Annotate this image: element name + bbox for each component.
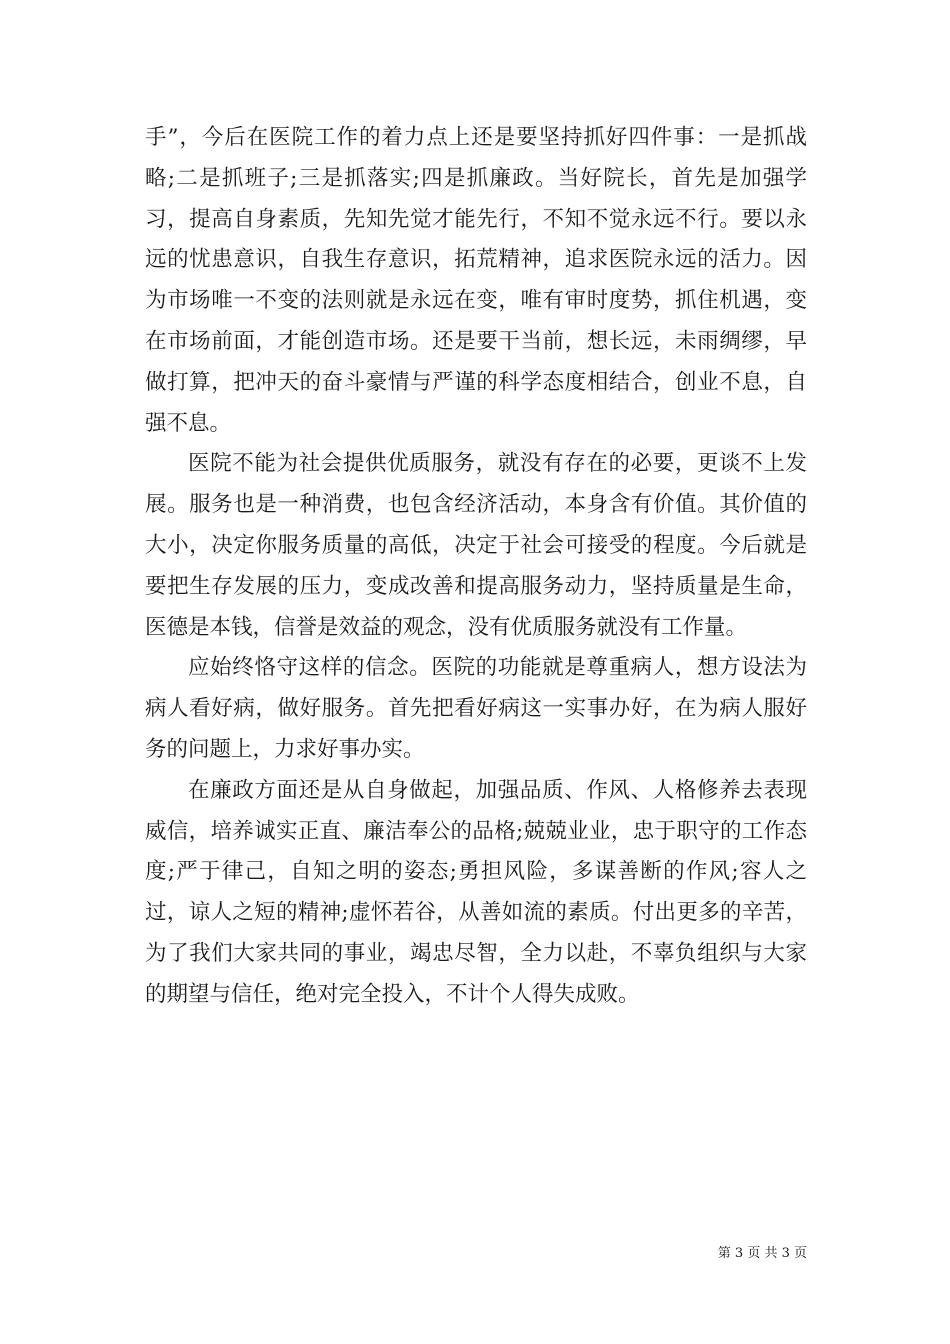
paragraph-continuation: 手”，今后在医院工作的着力点上还是要坚持抓好四件事：一是抓战略;二是抓班子;三是抓落实;四是抓廉政。当好院长，首先是加强学习，提高自身素质，先知先觉才能先行，不知不觉永远不行。要以永远的忧患意识，自我生存意识，拓荒精神，追求医院永远的活力。因为市场唯一不变的法则就是永远在变，唯有审时度势，抓住机遇，变在市场前面，才能创造市场。还是要干当前，想长远，未雨绸缪，早做打算，把冲天的奋斗豪情与严谨的科学态度相结合，创业不息，自强不息。 [145, 125, 807, 436]
page-number-footer: 第 3 页 共 3 页 [717, 1246, 807, 1261]
paragraph-service: 医院不能为社会提供优质服务，就没有存在的必要，更谈不上发展。服务也是一种消费，也包含经济活动，本身含有价值。其价值的大小，决定你服务质量的高低，决定于社会可接受的程度。今后就是要把生存发展的压力，变成改善和提高服务动力，坚持质量是生命，医德是本钱，信誉是效益的观念，没有优质服务就没有工作量。 [145, 451, 807, 640]
body-text [145, 118, 807, 1016]
paragraph-belief: 应始终恪守这样的信念。医院的功能就是尊重病人，想方设法为病人看好病，做好服务。首先把看好病这一实事办好，在为病人服好务的问题上，力求好事办实。 [145, 655, 807, 762]
paragraph-integrity: 在廉政方面还是从自身做起，加强品质、作风、人格修养去表现威信，培养诚实正直、廉洁奉公的品格;兢兢业业，忠于职守的工作态度;严于律己，自知之明的姿态;勇担风险，多谋善断的作风;容人之过，谅人之短的精神;虚怀若谷，从善如流的素质。付出更多的辛苦，为了我们大家共同的事业，竭忠尽智，全力以赴，不辜负组织与大家的期望与信任，绝对完全投入，不计个人得失成败。 [145, 777, 807, 1007]
